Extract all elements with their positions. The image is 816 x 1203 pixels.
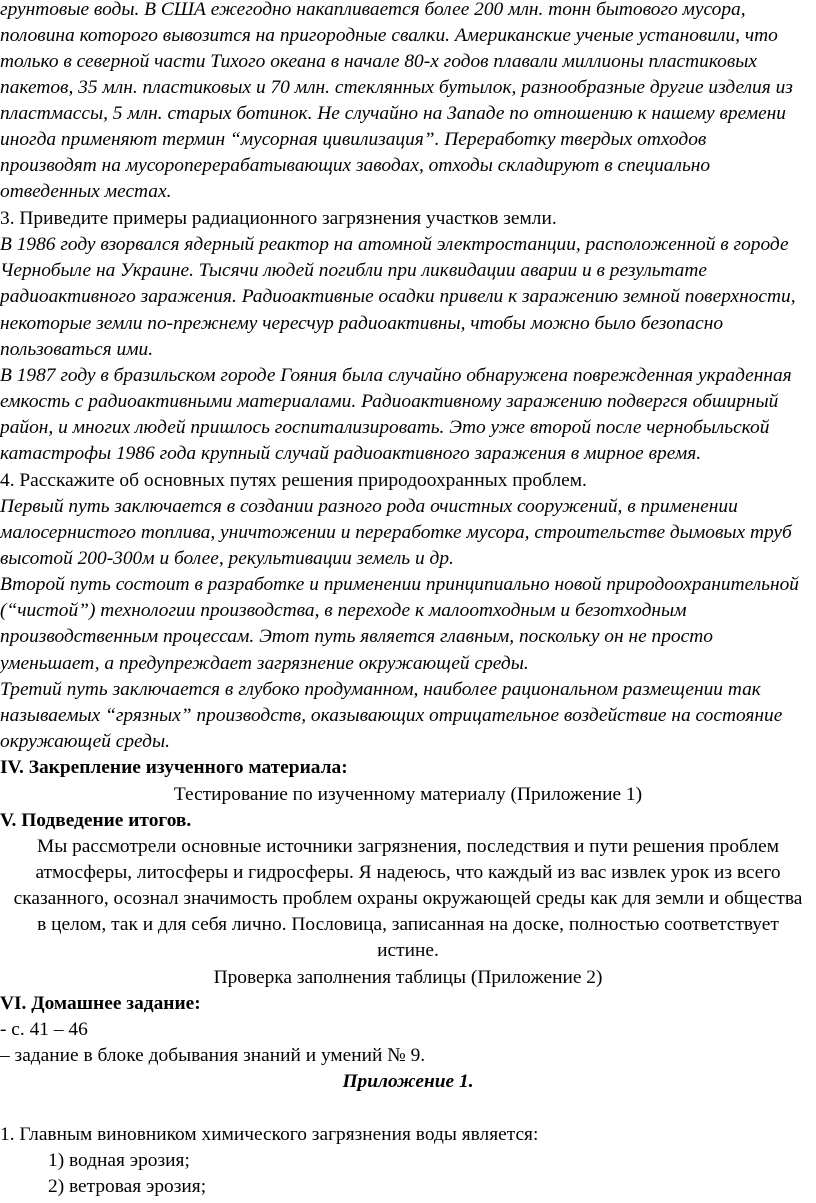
paragraph-line: производят на мусороперерабатывающих заводах, отходы складируют в специально: [0, 155, 711, 176]
question-3: 3. Приведите примеры радиационного загрязнения участков земли.: [0, 208, 557, 229]
paragraph-line: некоторые земли по-прежнему чересчур радиоактивны, чтобы можно было безопасно: [0, 313, 724, 334]
paragraph-line: иногда применяют термин “мусорная цивилизация”. Переработку твердых отходов: [0, 129, 707, 150]
paragraph-line: емкость с радиоактивными материалами. Радиоактивному заражению подвергся обширный: [0, 391, 779, 412]
homework-item: - с. 41 – 46: [0, 1019, 88, 1040]
homework-item: – задание в блоке добывания знаний и умений № 9.: [0, 1045, 426, 1066]
paragraph-line: окружающей среды.: [0, 731, 170, 752]
paragraph-line: уменьшает, а предупреждает загрязнение окружающей среды.: [0, 653, 529, 674]
paragraph-line: отведенных местах.: [0, 181, 172, 202]
paragraph-line: производственным процессам. Этот путь является главным, поскольку он не просто: [0, 626, 713, 647]
testing-line: Тестирование по изученному материалу (Приложение 1): [173, 784, 643, 805]
answer-option: 2) ветровая эрозия;: [48, 1176, 207, 1197]
question-4: 4. Расскажите об основных путях решения природоохранных проблем.: [0, 470, 587, 491]
paragraph-line: Второй путь состоит в разработке и применении принципиально новой природоохранительной: [0, 574, 800, 595]
paragraph-line: пластмассы, 5 млн. старых ботинок. Не случайно на Западе по отношению к нашему времени: [0, 103, 786, 124]
paragraph-line: В 1987 году в бразильском городе Гояния была случайно обнаружена поврежденная украденная: [0, 365, 792, 386]
section-heading: VI. Домашнее задание:: [0, 993, 201, 1014]
summary-line: истине.: [377, 940, 439, 961]
paragraph-line: малосернистого топлива, уничтожении и переработке мусора, строительстве дымовых труб: [0, 522, 792, 543]
section-heading: V. Подведение итогов.: [0, 810, 192, 831]
paragraph-line: пакетов, 35 млн. пластиковых и 70 млн. стеклянных бутылок, разнообразные другие изделия из: [0, 77, 793, 98]
paragraph-line: Первый путь заключается в создании разного рода очистных сооружений, в применении: [0, 496, 738, 517]
answer-option: 1) водная эрозия;: [48, 1150, 190, 1171]
summary-line: Мы рассмотрели основные источники загрязнения, последствия и пути решения проблем: [36, 836, 779, 857]
summary-line: в целом, так и для себя лично. Пословица, записанная на доске, полностью соответствует: [37, 914, 779, 935]
paragraph-line: Третий путь заключается в глубоко продуманном, наиболее рациональном размещении так: [0, 679, 761, 700]
section-heading: IV. Закрепление изученного материала:: [0, 757, 348, 778]
paragraph-line: высотой 200-300м и более, рекультивации земель и др.: [0, 548, 454, 569]
paragraph-line: В 1986 году взорвался ядерный реактор на атомной электростанции, расположенной в городе: [0, 234, 789, 255]
paragraph-line: радиоактивного заражения. Радиоактивные осадки привели к заражению земной поверхности,: [0, 286, 796, 307]
paragraph-line: только в северной части Тихого океана в начале 80-х годов плавали миллионы пластиковых: [0, 51, 758, 72]
appendix-title: Приложение 1.: [342, 1071, 474, 1092]
paragraph-line: называемых “грязных” производств, оказывающих отрицательное воздействие на состояние: [0, 705, 783, 726]
paragraph-line: катастрофы 1986 года крупный случай радиоактивного заражения в мирное время.: [0, 443, 702, 464]
table-check-line: Проверка заполнения таблицы (Приложение 2): [213, 967, 603, 988]
paragraph-line: Чернобыле на Украине. Тысячи людей погибли при ликвидации аварии и в результате: [0, 260, 707, 281]
test-question: 1. Главным виновником химического загрязнения воды является:: [0, 1124, 539, 1145]
paragraph-line: пользоваться ими.: [0, 339, 154, 360]
summary-line: сказанного, осознал значимость проблем охраны окружающей среды как для земли и общества: [13, 888, 803, 909]
summary-line: атмосферы, литосферы и гидросферы. Я надеюсь, что каждый из вас извлек урок из всего: [35, 862, 781, 883]
paragraph-line: район, и многих людей пришлось госпитализировать. Это уже второй после чернобыльской: [0, 417, 770, 438]
paragraph-line: половина которого вывозится на пригородные свалки. Американские ученые установили, что: [0, 25, 778, 46]
paragraph-line: (“чистой”) технологии производства, в переходе к малоотходным и безотходным: [0, 600, 687, 621]
paragraph-line: грунтовые воды. В США ежегодно накапливается более 200 млн. тонн бытового мусора,: [0, 0, 746, 20]
